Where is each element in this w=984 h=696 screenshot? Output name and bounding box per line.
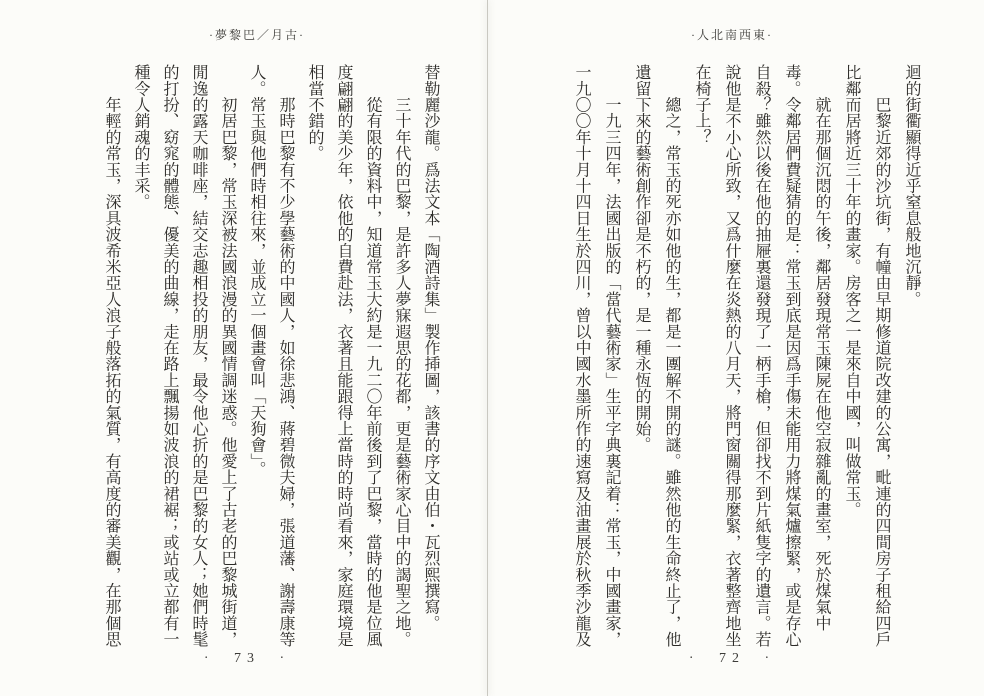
text-column: 替勒麗沙龍。爲法文本「陶酒詩集」製作揷圖，該書的序文由伯・瓦烈熙撰寫。 — [422, 64, 439, 631]
running-head-right: ·人北南西東· — [691, 28, 773, 42]
text-column: 在椅子上？ — [693, 64, 710, 145]
page-number-right: · 72 · — [688, 651, 776, 666]
page-number-left: · 73 · — [203, 651, 291, 666]
text-column: 自殺？雖然以後在他的抽屜裏還發現了一柄手槍，但卻找不到片紙隻字的遺言。若 — [753, 64, 770, 648]
text-column: 說他是不小心所致，又爲什麼在炎熱的八月天，將門窗關得那麼緊，衣著整齊地坐 — [723, 64, 740, 648]
text-column: 的打扮、窈窕的體態、優美的曲線，走在路上飄揚如波浪的裙裾；或站或立都有一 — [161, 64, 178, 648]
text-column: 一九三四年，法國出版的「當代藝術家」生平字典裏記着：常玉，中國畫家， — [603, 64, 620, 648]
text-column: 年輕的常玉，深具波希米亞人浪子般落拓的氣質，有高度的審美觀，在那個思 — [103, 64, 120, 648]
text-column: 那時巴黎有不少學藝術的中國人，如徐悲鴻、蔣碧微夫婦，張道藩、謝壽康等 — [277, 64, 294, 648]
text-column: 比鄰而居將近三十年的畫家。房客之一是來自中國，叫做常玉。 — [843, 64, 860, 518]
text-column: 毒。令鄰居們費疑猜的是：常玉到底是因爲手傷未能用力將煤氣爐擦緊，或是存心 — [783, 64, 800, 648]
text-column: 度翩翩的美少年，依他的自費赴法，衣著且能跟得上當時的時尚看來，家庭環境是 — [335, 64, 352, 648]
text-column: 閒逸的露天咖啡座，結交志趣相投的朋友，最令他心折的是巴黎的女人；她們時髦 — [190, 64, 207, 648]
text-column: 種令人銷魂的丰采。 — [132, 64, 149, 210]
page-left-text-block — [97, 64, 445, 648]
text-column: 巴黎近郊的沙坑街，有幢由早期修道院改建的公寓，毗連的四間房子租給四戶 — [873, 64, 890, 648]
page-right — [492, 0, 984, 696]
text-column: 遺留下來的藝術創作卻是不朽的，是一種永恆的開始。 — [633, 64, 650, 453]
text-column: 迴的街衢顯得近乎窒息般地沉靜。 — [903, 64, 920, 307]
running-head-left: ·夢黎巴／月古· — [209, 28, 305, 42]
text-column: 相當不錯的。 — [306, 64, 323, 162]
text-column: 三十年代的巴黎，是許多人夢寐遐思的花都，更是藝術家心目中的謁聖之地。 — [393, 64, 410, 648]
text-column: 人。常玉與他們時相往來，並成立一個畫會叫「天狗會」。 — [248, 64, 265, 478]
text-column: 從有限的資料中，知道常玉大約是一九二〇年前後到了巴黎，當時的他是位風 — [364, 64, 381, 648]
page-right-text-block — [566, 64, 926, 648]
text-column: 初居巴黎，常玉深被法國浪漫的異國情調迷惑。他愛上了古老的巴黎城街道， — [219, 64, 236, 648]
text-column: 總之，常玉的死亦如他的生，都是一團解不開的謎。雖然他的生命終止了，他 — [663, 64, 680, 648]
text-column: 就在那個沉悶的午後，鄰居發現常玉陳屍在他空寂雜亂的畫室，死於煤氣中 — [813, 64, 830, 631]
text-column: 一九〇〇年十月十四日生於四川，曾以中國水墨所作的速寫及油畫展於秋季沙龍及 — [573, 64, 590, 648]
